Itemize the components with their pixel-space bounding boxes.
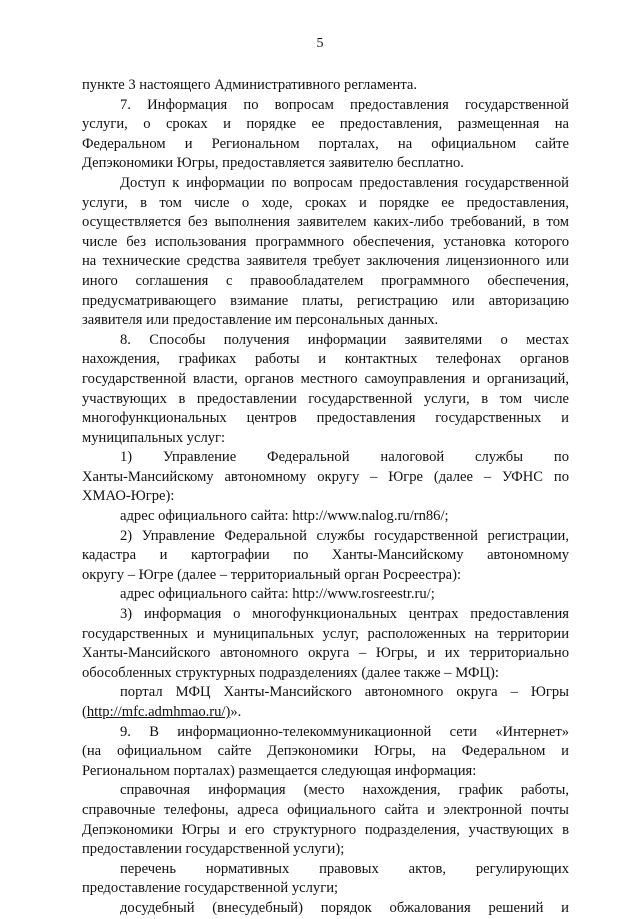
- text-line: справочная информация (место нахождения, график работы,: [120, 782, 569, 799]
- text-line: 9. В информационно-телекоммуникационной сети «Интернет»: [120, 723, 569, 740]
- text-line: Федеральном и Региональном порталах, на официальном сайте: [82, 135, 569, 152]
- text-line: 1) Управление Федеральной налоговой службы по: [120, 449, 569, 466]
- text-line: 2) Управление Федеральной службы государственной регистрации,: [120, 527, 569, 544]
- text-line: ХМАО-Югре):: [82, 488, 175, 505]
- text-line: иного соглашения с правообладателем программного обеспечения,: [82, 272, 569, 289]
- document-body: [82, 76, 569, 919]
- text-line: 3) информация о многофункциональных центрах предоставления: [120, 606, 569, 623]
- text-line: округу – Югре (далее – территориальный орган Росреестра):: [82, 566, 462, 583]
- text-line: Ханты-Мансийскому автономному округу – Югре (далее – УФНС по: [82, 468, 569, 485]
- text-line: адрес официального сайта: http://www.rosreestr.ru/;: [120, 586, 435, 603]
- text-line: государственных и муниципальных услуг, расположенных на территории: [82, 625, 569, 642]
- text-line: перечень нормативных правовых актов, регулирующих: [120, 860, 569, 877]
- text-line: (http://mfc.admhmao.ru/)».: [82, 704, 242, 720]
- text-line: заявителя или предоставление им персональных данных.: [82, 312, 439, 329]
- text-line: нахождения, графиках работы и контактных телефонах органов: [82, 351, 569, 368]
- text-line: услуги, в том числе о ходе, сроках и порядке ее предоставления,: [82, 194, 569, 211]
- text-line: досудебный (внесудебный) порядок обжалования решений и: [120, 899, 569, 916]
- text-line: адрес официального сайта: http://www.nalog.ru/rn86/;: [120, 508, 449, 525]
- text-line: портал МФЦ Ханты-Мансийского автономного округа – Югры: [120, 684, 569, 701]
- text-line: пункте 3 настоящего Административного регламента.: [82, 77, 418, 93]
- text-line: кадастра и картографии по Ханты-Мансийскому автономному: [82, 547, 569, 564]
- text-line: 7. Информация по вопросам предоставления государственной: [120, 96, 569, 113]
- text-line: предоставление государственной услуги;: [82, 880, 339, 897]
- text-line: предусматривающего взимание платы, регистрацию или авторизацию: [82, 292, 569, 309]
- text-line: многофункциональных центров предоставления государственных и: [82, 410, 569, 427]
- text-line: Депэкономики Югры, предоставляется заявителю бесплатно.: [82, 155, 464, 172]
- text-line: Доступ к информации по вопросам предоставления государственной: [120, 174, 569, 191]
- text-line: услуги, о сроках и порядке ее предоставления, размещенная на: [82, 116, 569, 133]
- text-line: государственной власти, органов местного самоуправления и организаций,: [82, 370, 569, 387]
- text-line: муниципальных услуг:: [82, 429, 226, 446]
- text-line: (на официальном сайте Депэкономики Югры, на Федеральном и: [82, 743, 569, 760]
- text-line: 8. Способы получения информации заявителями о местах: [120, 331, 569, 348]
- page-number: 5: [316, 36, 324, 51]
- text-line: справочные телефоны, адреса официального сайта и электронной почты: [82, 801, 569, 818]
- text-line: осуществляется без выполнения заявителем каких-либо требований, в том: [82, 214, 569, 231]
- text-line: Региональном порталах) размещается следующая информация:: [82, 762, 477, 779]
- mfc-portal-link[interactable]: http://mfc.admhmao.ru/): [86, 704, 231, 720]
- text-line: предоставлении государственной услуги);: [82, 841, 345, 858]
- text-line: участвующих в предоставлении государственной услуги, в том числе: [82, 390, 569, 407]
- text-line: Ханты-Мансийского автономного округа – Югры, и их территориально: [82, 645, 569, 662]
- text-line: Депэкономики Югры и его структурного подразделения, участвующих в: [82, 821, 569, 838]
- text-line: числе без использования программного обеспечения, установка которого: [82, 233, 569, 250]
- text-line: обособленных структурных подразделениях (далее также – МФЦ):: [82, 664, 499, 681]
- text-line: на технические средства заявителя требует заключения лицензионного или: [82, 253, 569, 270]
